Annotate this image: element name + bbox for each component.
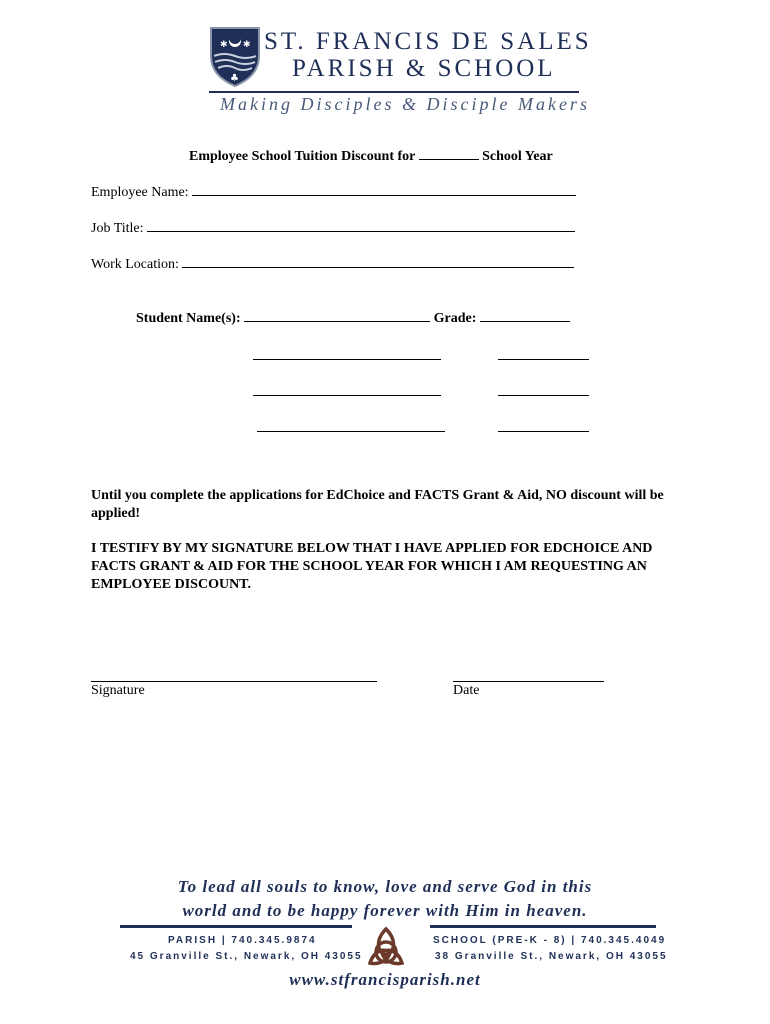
signature-label: Signature [91, 683, 145, 698]
job-title-label: Job Title: [91, 221, 144, 236]
header-divider [209, 91, 579, 93]
employee-name-field[interactable] [192, 183, 576, 196]
grade-field-2[interactable] [498, 359, 589, 360]
job-title-field[interactable] [147, 219, 575, 232]
form-title-prefix: Employee School Tuition Discount for [189, 149, 416, 164]
student-row [136, 309, 570, 327]
signature-field[interactable] [91, 681, 377, 682]
job-title-row [91, 219, 575, 237]
student-name-field-3[interactable] [253, 395, 441, 396]
school-address: 38 Granville St., Newark, OH 43055 [435, 951, 668, 962]
grade-field-4[interactable] [498, 431, 589, 432]
website-link[interactable]: www.stfrancisparish.net [289, 970, 481, 989]
student-name-field-4[interactable] [257, 431, 445, 432]
parish-phone: PARISH | 740.345.9874 [168, 935, 317, 946]
grade-field-1[interactable] [480, 309, 570, 322]
student-name-field-1[interactable] [244, 309, 430, 322]
testify-statement: I TESTIFY BY MY SIGNATURE BELOW THAT I HAVE APPLIED FOR EDCHOICE AND FACTS GRANT & AID FOR THE SCHOOL YEAR FOR WHICH I AM REQUESTING AN EMPLOYEE DISCOUNT. [91, 541, 653, 592]
form-title [189, 147, 553, 165]
school-year-field[interactable] [419, 147, 479, 160]
tagline: Making Disciples & Disciple Makers [220, 94, 590, 114]
employee-name-label: Employee Name: [91, 185, 189, 200]
student-names-label: Student Name(s): [136, 311, 241, 326]
org-name-line1: ST. FRANCIS DE SALES [264, 28, 592, 55]
parish-address: 45 Granville St., Newark, OH 43055 [130, 951, 363, 962]
parish-crest-icon [209, 26, 261, 88]
work-location-field[interactable] [182, 255, 574, 268]
work-location-label: Work Location: [91, 257, 179, 272]
svg-text:✱: ✱ [243, 40, 251, 50]
footer-rule-left [120, 925, 352, 928]
school-phone: SCHOOL (PRE-K - 8) | 740.345.4049 [433, 935, 667, 946]
discount-notice: Until you complete the applications for EdChoice and FACTS Grant & Aid, NO discount will be applied! [91, 488, 664, 521]
trinity-knot-icon [364, 925, 408, 969]
form-title-suffix: School Year [482, 149, 553, 164]
date-field[interactable] [453, 681, 604, 682]
mission-line1: To lead all souls to know, love and serve God in this [177, 877, 593, 896]
student-name-field-2[interactable] [253, 359, 441, 360]
work-location-row [91, 255, 574, 273]
footer-rule-right [430, 925, 656, 928]
mission-line2: world and to be happy forever with Him in heaven. [182, 901, 588, 920]
date-label: Date [453, 683, 480, 698]
svg-text:✱: ✱ [220, 40, 228, 50]
svg-text:♣: ♣ [230, 73, 239, 84]
employee-name-row [91, 183, 576, 201]
org-name-line2: PARISH & SCHOOL [292, 55, 556, 82]
grade-label: Grade: [433, 311, 477, 326]
grade-field-3[interactable] [498, 395, 589, 396]
